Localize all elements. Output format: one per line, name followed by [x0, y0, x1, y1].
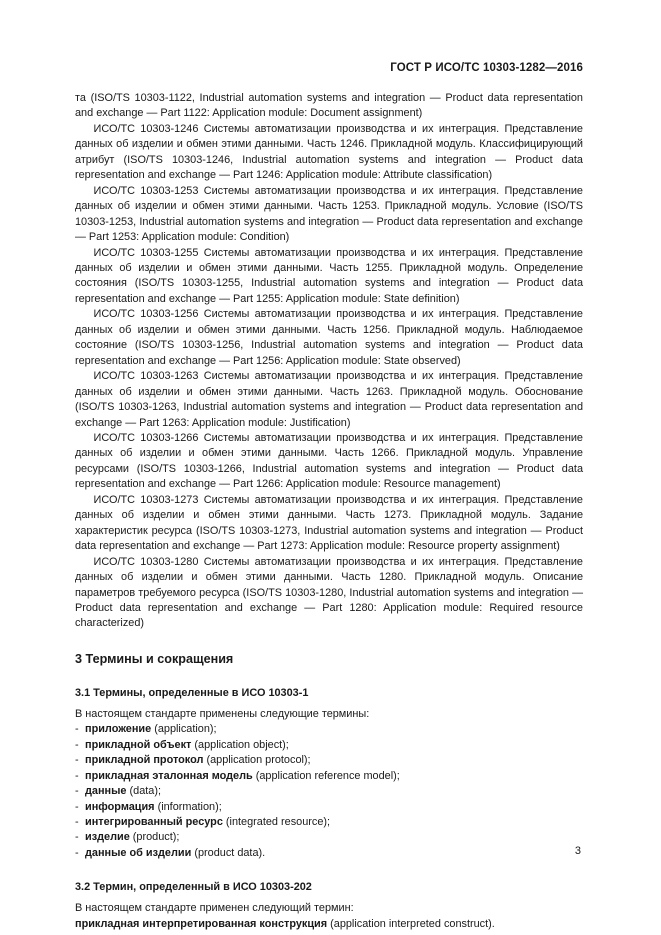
term-english: (application);: [151, 723, 217, 736]
reference-item: ИСО/ТС 10303-1273 Системы автоматизации производства и их интеграция. Представление данных об изделии и обмен этими данными. Часть 1273. Прикладной модуль. Задание характеристик ресурса (ISO/TS 10303-1273, Industrial automation systems and integration — Product data representation and exchange — Part 1273: Application module: Resource property assignment): [75, 493, 583, 553]
subsection-title: 3.2 Термин, определенный в ИСО 10303-202: [75, 881, 312, 894]
term-item: - изделие (product);: [75, 831, 180, 844]
term-name: данные: [85, 785, 127, 798]
term-name: приложение: [85, 723, 152, 736]
term-english: (application reference model);: [252, 769, 400, 782]
reference-continuation: та (ISO/TS 10303-1122, Industrial automation systems and integration — Product data representation and exchange — Part 1122: Application module: Document assignment): [75, 92, 583, 120]
term-english: (integrated resource);: [222, 816, 331, 829]
term-english: (information);: [154, 800, 222, 813]
term-english: (data);: [126, 785, 161, 798]
terms-list: [75, 722, 583, 861]
term-item: - данные об изделии (product data).: [75, 846, 266, 859]
term-definition: [75, 917, 583, 932]
term-item: - прикладная эталонная модель (application reference model);: [75, 769, 400, 782]
term-name: данные об изделии: [85, 846, 192, 859]
term-item: - интегрированный ресурс (integrated resource);: [75, 816, 331, 829]
terms-intro: В настоящем стандарте применены следующие термины:: [75, 707, 370, 720]
term-name: изделие: [85, 831, 130, 844]
term-english: (product);: [129, 831, 180, 844]
term-english: (application object);: [191, 738, 289, 751]
term-name: информация: [85, 800, 155, 813]
term-english: (application interpreted construct).: [327, 917, 495, 930]
term-english: (product data).: [191, 846, 266, 859]
reference-item: ИСО/ТС 10303-1255 Системы автоматизации производства и их интеграция. Представление данных об изделии и обмен этими данными. Часть 1255. Прикладной модуль. Определение состояния (ISO/TS 10303-1255, Industrial automation systems and integration — Product data representation and exchange — Part 1255: Application module: State definition): [75, 246, 583, 305]
reference-item: ИСО/ТС 10303-1246 Системы автоматизации производства и их интеграция. Представление данных об изделии и обмен этими данными. Часть 1246. Прикладной модуль. Классифицирующий атрибут (ISO/TS 10303-1246, Industrial automation systems and integration — Product data representation and exchange — Part 1246: Application module: Attribute classification): [75, 122, 583, 182]
reference-item: ИСО/ТС 10303-1280 Системы автоматизации производства и их интеграция. Представление данных об изделии и обмен этими данными. Часть 1280. Прикладной модуль. Описание параметров требуемого ресурса (ISO/TS 10303-1280, Industrial automation systems and integration — Product data representation and exchange — Part 1280: Application module: Required resource characterized): [75, 555, 583, 630]
reference-item: ИСО/ТС 10303-1263 Системы автоматизации производства и их интеграция. Представление данных об изделии и обмен этими данными. Часть 1263. Прикладной модуль. Обоснование (ISO/TS 10303-1263, Industrial automation systems and integration — Product data representation and exchange — Part 1263: Application module: Justification): [75, 370, 583, 429]
term-name: прикладной объект: [85, 738, 192, 751]
term-name: прикладная интерпретированная конструкция: [75, 917, 328, 930]
term-item: - прикладной объект (application object);: [75, 738, 289, 751]
term-name: прикладной протокол: [85, 754, 204, 767]
document-body: [75, 91, 583, 932]
subsection-title: 3.1 Термины, определенные в ИСО 10303-1: [75, 686, 309, 699]
term-item: - приложение (application);: [75, 723, 217, 736]
term-intro: В настоящем стандарте применен следующий термин:: [75, 902, 354, 915]
document-header: ГОСТ Р ИСО/ТС 10303-1282—2016: [390, 62, 583, 74]
term-name: интегрированный ресурс: [85, 816, 223, 829]
reference-item: ИСО/ТС 10303-1253 Системы автоматизации производства и их интеграция. Представление данных об изделии и обмен этими данными. Часть 1253. Прикладной модуль. Условие (ISO/TS 10303-1253, Industrial automation systems and integration — Product data representation and exchange — Part 1253: Application module: Condition): [75, 184, 583, 244]
section-title: 3 Термины и сокращения: [75, 651, 234, 666]
term-item: - прикладной протокол (application protocol);: [75, 754, 311, 767]
reference-item: ИСО/ТС 10303-1256 Системы автоматизации производства и их интеграция. Представление данных об изделии и обмен этими данными. Часть 1256. Прикладной модуль. Наблюдаемое состояние (ISO/TS 10303-1256, Industrial automation systems and integration — Product data representation and exchange — Part 1256: Application module: State observed): [75, 308, 583, 367]
term-name: прикладная эталонная модель: [85, 769, 253, 782]
reference-item: ИСО/ТС 10303-1266 Системы автоматизации производства и их интеграция. Представление данных об изделии и обмен этими данными. Часть 1266. Прикладной модуль. Управление ресурсами (ISO/TS 10303-1266, Industrial automation systems and integration — Product data representation and exchange — Part 1266: Application module: Resource management): [75, 431, 583, 491]
term-item: - данные (data);: [75, 785, 161, 798]
term-english: (application protocol);: [203, 754, 311, 767]
term-item: - информация (information);: [75, 800, 222, 813]
page-number: 3: [574, 845, 581, 857]
